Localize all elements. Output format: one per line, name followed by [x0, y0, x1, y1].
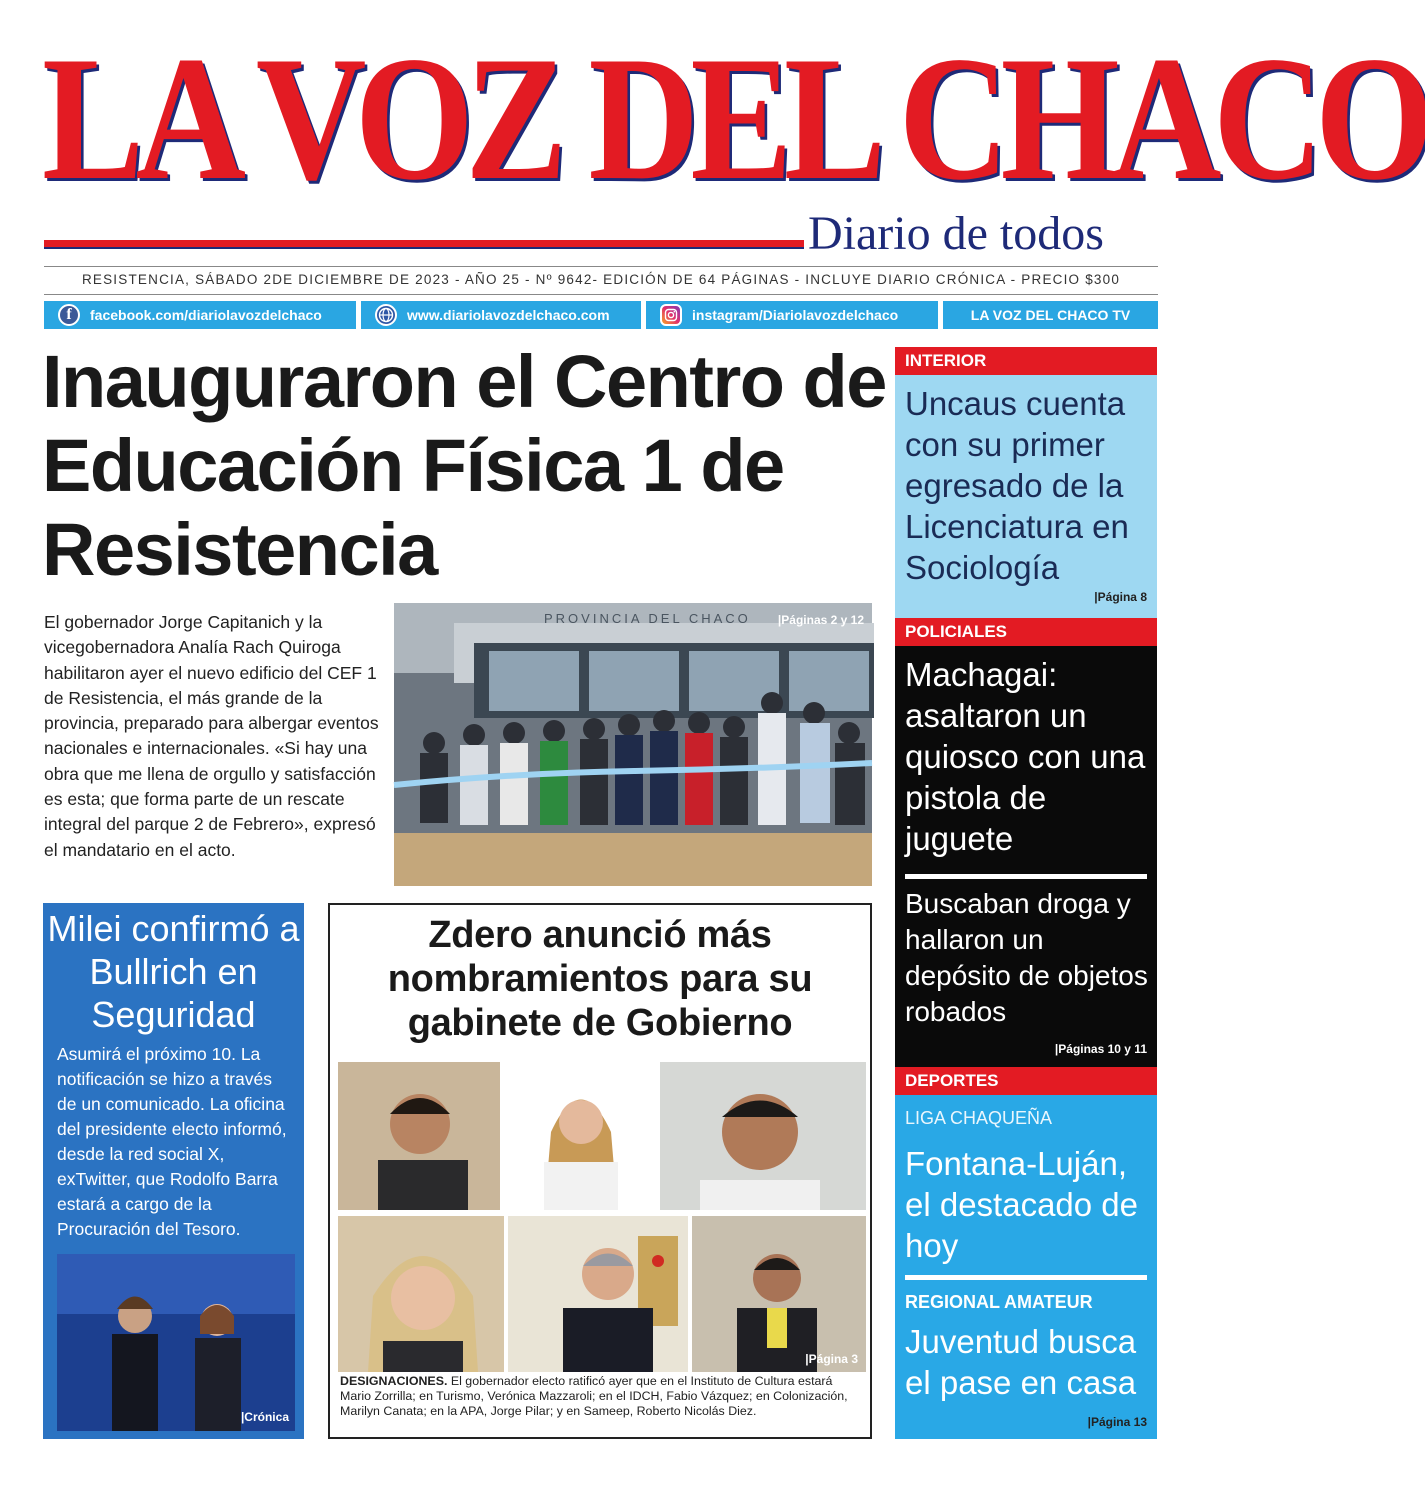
portrait-photo: [692, 1216, 866, 1372]
portrait-photo: [508, 1216, 688, 1372]
deportes-page-ref: |Página 13: [1087, 1415, 1147, 1429]
facebook-link[interactable]: [44, 301, 356, 329]
portrait-photo: [660, 1062, 866, 1210]
section-label-policiales: POLICIALES: [895, 618, 1157, 646]
deportes-kicker-2: REGIONAL AMATEUR: [905, 1292, 1093, 1312]
milei-headline: Milei confirmó a Bullrich en Seguridad: [47, 908, 300, 1035]
lead-body: El gobernador Jorge Capitanich y la vicegobernadora Analía Rach Quiroga habilitaron ayer el nuevo edificio del CEF 1 de Resistencia, el más grande de la provincia, preparado para albergar eventos nacionales e internacionales. «Si hay una obra que me llena de orgullo y satisfacción es esta; que forma parte de un rescate integral del parque 2 de Febrero», expresó el mandatario en el acto.: [44, 612, 379, 860]
milei-photo: [57, 1254, 295, 1431]
deportes-kicker-1: LIGA CHAQUEÑA: [905, 1108, 1053, 1128]
lead-page-ref: |Páginas 2 y 12: [777, 613, 864, 627]
dateline: RESISTENCIA, SÁBADO 2DE DICIEMBRE DE 2023 - AÑO 25 - Nº 9642- EDICIÓN DE 64 PÁGINAS - INCLUYE DIARIO CRÓNICA - PRECIO $300: [81, 272, 1121, 287]
policiales-headline-2: Buscaban droga y hallaron un depósito de objetos robados: [905, 888, 1148, 1027]
instagram-label: instagram/Diariolavozdelchaco: [692, 307, 899, 323]
tv-link[interactable]: [943, 301, 1158, 329]
lead-photo-sign: PROVINCIA DEL CHACO: [544, 611, 751, 626]
section-label-deportes: DEPORTES: [895, 1067, 1157, 1095]
milei-body: Asumirá el próximo 10. La notificación se hizo a través de un comunicado. La oficina del presidente electo informó, desde la red social X, exTwitter, que Rodolfo Barra estará a cargo de la Procuración del Tesoro.: [57, 1044, 287, 1239]
caption-text: El gobernador electo ratificó ayer que en el Instituto de Cultura estará Mario Zorrilla; en Turismo, Verónica Mazzaroli; en el IDCH, Fabio Vázquez; en Colonización, Marilyn Canata; en la APA, Jorge Pilar; y en Sameep, Roberto Nicolás Diez.: [340, 1374, 848, 1418]
photo-caption: [340, 1374, 864, 1419]
portrait-photo: [338, 1216, 504, 1372]
masthead: [42, 19, 1425, 217]
tv-label: LA VOZ DEL CHACO TV: [970, 307, 1131, 323]
globe-icon: [375, 304, 397, 326]
divider: [44, 294, 1158, 295]
divider: [44, 266, 1158, 267]
policiales-page-ref: |Páginas 10 y 11: [1054, 1042, 1147, 1056]
milei-box[interactable]: [43, 903, 304, 1439]
zdero-headline: Zdero anunció más nombramientos para su gabinete de Gobierno: [387, 914, 813, 1044]
zdero-page-ref: |Página 3: [805, 1352, 858, 1366]
portrait-photo: [338, 1062, 500, 1210]
instagram-link[interactable]: [646, 301, 938, 329]
caption-lead: DESIGNACIONES.: [340, 1374, 448, 1388]
interior-headline: Uncaus cuenta con su primer egresado de la Licenciatura en Sociología: [905, 385, 1129, 586]
lead-headline[interactable]: Inauguraron el Centro de Educación Física 1 de Resistencia: [42, 340, 886, 591]
section-label-interior: INTERIOR: [895, 347, 1157, 375]
policiales-box[interactable]: [895, 646, 1157, 1067]
policiales-headline-1: Machagai: asaltaron un quiosco con una pistola de juguete: [905, 656, 1146, 857]
instagram-icon: [660, 304, 682, 326]
deportes-box[interactable]: [895, 1095, 1157, 1439]
interior-box[interactable]: [895, 375, 1157, 618]
facebook-label: facebook.com/diariolavozdelchaco: [90, 307, 322, 323]
zdero-box[interactable]: [328, 903, 872, 1439]
newspaper-logo: LA VOZ DEL CHACO: [42, 19, 1425, 217]
interior-page-ref: |Página 8: [1094, 590, 1147, 604]
lead-photo: [394, 603, 872, 886]
website-label: www.diariolavozdelchaco.com: [407, 307, 610, 323]
tagline: Diario de todos: [808, 207, 1104, 260]
website-link[interactable]: [361, 301, 641, 329]
milei-page-ref: |Crónica: [240, 1410, 289, 1424]
divider: [905, 1275, 1147, 1280]
deportes-headline-2: Juventud busca el pase en casa: [905, 1323, 1137, 1401]
portrait-photo: [506, 1062, 656, 1210]
deportes-headline-1: Fontana-Luján, el destacado de hoy: [905, 1145, 1139, 1264]
divider: [905, 874, 1147, 879]
masthead-rule: [44, 240, 804, 249]
facebook-icon: f: [58, 304, 80, 326]
